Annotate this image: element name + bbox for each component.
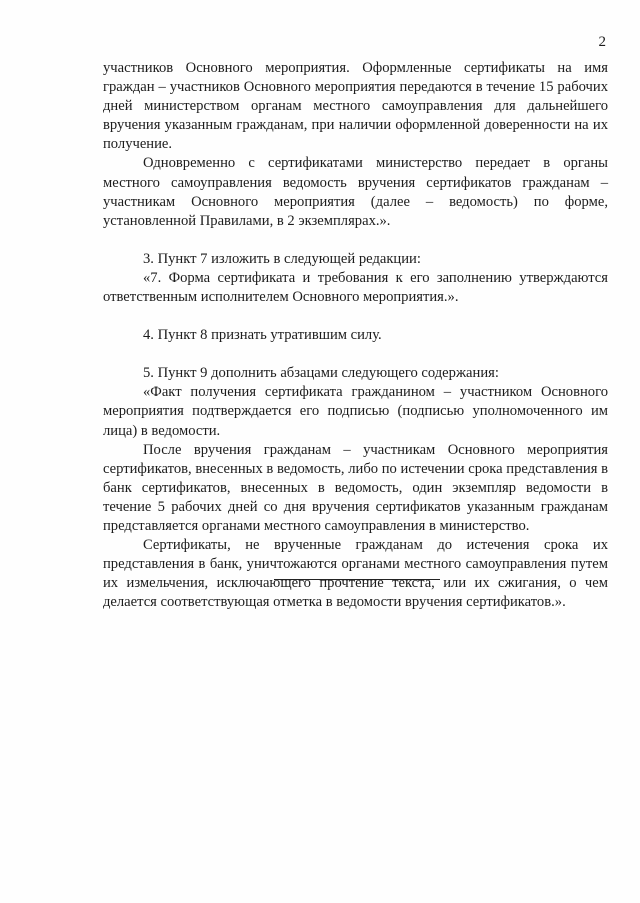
page-number: 2 (598, 34, 606, 50)
paragraph-item-3: 3. Пункт 7 изложить в следующей редакции: (143, 250, 421, 267)
paragraph-item-7-text: «7. Форма сертификата и требования к его заполнению утверждаются ответственным исполнителем Основного мероприятия.». (103, 269, 608, 306)
paragraph-undelivered-certificates: Сертификаты, не врученные гражданам до истечения срока их представления в банк, уничтожаются органами местного самоуправления путем их измельчения, исключающего прочтение текста, или их сжигания, о чем делается соответствующая отметка в ведомости вручения сертификатов.». (103, 537, 608, 611)
document-body (103, 59, 608, 612)
paragraph-receipt-fact: «Факт получения сертификата гражданином – участником Основного мероприятия подтверждается его подписью (подписью уполномоченного им лица) в ведомости. (103, 384, 608, 439)
paragraph-item-5: 5. Пункт 9 дополнить абзацами следующего содержания: (143, 365, 499, 382)
paragraph-ministry-transfer: Одновременно с сертификатами министерство передает в органы местного самоуправления ведомость вручения сертификатов гражданам – участникам Основного мероприятия (далее – ведомость) по форме, установленной Правилами, в 2 экземплярах.». (103, 155, 608, 229)
end-rule (274, 579, 440, 580)
paragraph-after-delivery: После вручения гражданам – участникам Основного мероприятия сертификатов, внесенных в ведомость, либо по истечении срока представления в банк сертификатов, внесенных в ведомость, один экземпляр ведомости в течение 5 рабочих дней со дня вручения сертификатов указанным гражданам представляется органами местного самоуправления в министерство. (103, 441, 608, 534)
paragraph-continuation: участников Основного мероприятия. Оформленные сертификаты на имя граждан – участников Основного мероприятия передаются в течение 15 рабочих дней министерством органам местного самоуправления для дальнейшего вручения указанным гражданам, при наличии оформленной доверенности на их получение. (103, 60, 608, 153)
paragraph-item-4: 4. Пункт 8 признать утратившим силу. (143, 327, 382, 344)
